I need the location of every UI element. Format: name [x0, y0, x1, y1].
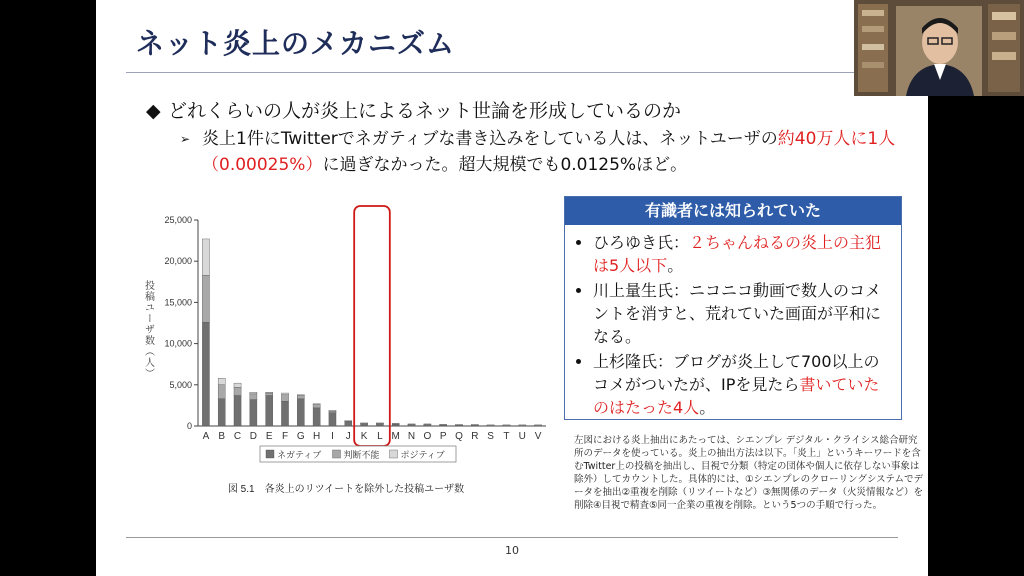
x-tick-label: M	[391, 431, 400, 442]
bar-segment	[361, 423, 368, 424]
bar-segment	[250, 394, 257, 400]
slide	[96, 0, 928, 576]
bar-segment	[440, 424, 447, 425]
x-tick-label: B	[218, 431, 226, 442]
experts-list	[565, 231, 901, 419]
bar-segment	[234, 383, 241, 387]
bullet-sub-text-red: 約40万人に1人（0.00025%）	[202, 129, 896, 175]
bar-segment	[250, 400, 257, 426]
x-tick-label: O	[423, 431, 432, 442]
item-text-after: 。	[699, 398, 716, 417]
x-tick-label: R	[471, 431, 479, 442]
bar-segment	[297, 396, 304, 399]
x-tick-label: S	[487, 431, 494, 442]
bar-segment	[202, 322, 209, 426]
bar-segment	[218, 399, 225, 426]
bar-segment	[329, 410, 336, 411]
bar-segment	[281, 401, 288, 426]
page-number: 10	[505, 544, 519, 557]
legend-swatch	[333, 450, 341, 458]
x-tick-label: A	[202, 431, 210, 442]
x-tick-label: J	[345, 431, 351, 442]
x-tick-label: G	[296, 431, 305, 442]
legend-label: ポジティブ	[400, 451, 445, 461]
bullet-sub-text-b: に過ぎなかった。超大規模でも0.0125%ほど。	[322, 155, 688, 175]
bar-segment	[345, 421, 352, 422]
webcam-video	[854, 0, 1024, 96]
y-axis-label: 投稿ユーザ数（人）	[142, 280, 154, 379]
bar-segment	[392, 423, 399, 424]
y-tick-label: 25,000	[164, 215, 192, 225]
item-text: 川上量生氏：ニコニコ動画で数人のコメントを消すと、荒れていた画面が平和になる。	[593, 281, 882, 346]
y-tick-label: 10,000	[164, 338, 192, 349]
bar-segment	[455, 425, 462, 426]
bullet-sub-text-a: 炎上1件にTwitterでネガティブな書き込みをしている人は、ネットユーザの	[202, 129, 778, 149]
bar-segment	[408, 424, 415, 425]
item-text: 上杉隆氏：ブログが炎上して700以上のコメがついたが、IPを見たら	[593, 352, 880, 394]
arrow-bullet-icon: ➢	[180, 132, 191, 146]
x-tick-label: L	[377, 431, 383, 442]
item-text-red: ２ちゃんねるの炎上の主犯は5人以下	[593, 233, 882, 275]
bar-segment	[313, 408, 320, 426]
y-tick-label: 5,000	[169, 379, 192, 390]
x-tick-label: F	[281, 431, 289, 442]
bar-segment	[266, 392, 273, 393]
bar-segment	[202, 275, 209, 322]
y-tick-label: 0	[186, 421, 192, 431]
bullet-sub	[180, 126, 900, 178]
title-divider	[126, 72, 928, 73]
x-tick-label: N	[407, 431, 416, 442]
bar-segment	[266, 393, 273, 395]
legend-swatch	[266, 450, 274, 458]
bar-segment	[266, 396, 273, 426]
x-tick-label: U	[518, 431, 526, 442]
bar-segment	[218, 385, 225, 399]
list-item	[593, 350, 891, 419]
footer-divider	[126, 537, 898, 538]
diamond-bullet-icon: ◆	[146, 100, 161, 122]
legend-label: ネガティブ	[277, 451, 322, 461]
bar-segment	[313, 404, 320, 405]
bullet-main-text: どれくらいの人が炎上によるネット世論を形成しているのか	[168, 100, 682, 122]
legend-label: 判断不能	[343, 451, 380, 461]
slide-title: ネット炎上のメカニズム	[136, 27, 456, 60]
bar-segment	[218, 378, 225, 385]
bar-segment	[519, 425, 526, 426]
bar-segment	[234, 396, 241, 426]
presenter-video-icon	[854, 0, 1024, 96]
y-tick-label: 15,000	[164, 297, 192, 308]
x-tick-label: I	[331, 431, 334, 442]
chart-caption: 図 5.1 各炎上のリツイートを除外した投稿ユーザ数	[227, 484, 465, 495]
bar-segment	[503, 425, 510, 426]
highlight-box	[354, 206, 390, 446]
bar-chart	[136, 200, 556, 500]
bar-segment	[345, 422, 352, 426]
bar-segment	[250, 392, 257, 394]
bullet-main	[146, 96, 681, 123]
bar-segment	[376, 423, 383, 424]
bar-segment	[424, 424, 431, 425]
bar-segment	[281, 395, 288, 402]
bar-segment	[297, 395, 304, 396]
bar-segment	[329, 413, 336, 426]
x-tick-label: H	[313, 431, 321, 442]
x-tick-label: D	[249, 431, 257, 442]
bar-segment	[202, 239, 209, 275]
x-tick-label: V	[534, 431, 542, 442]
list-item	[593, 279, 891, 348]
x-tick-label: P	[439, 431, 447, 442]
experts-box-title: 有識者には知られていた	[565, 197, 901, 225]
bar-segment	[313, 405, 320, 408]
bar-segment	[234, 387, 241, 395]
x-tick-label: T	[503, 431, 510, 442]
x-tick-label: Q	[455, 431, 463, 442]
bar-segment	[297, 399, 304, 426]
x-tick-label: E	[265, 431, 273, 442]
bar-segment	[471, 425, 478, 426]
experts-box	[564, 196, 902, 420]
y-tick-label: 20,000	[164, 256, 192, 267]
item-text-red: 書いていたのはたった4人	[593, 375, 880, 417]
bar-segment	[329, 411, 336, 413]
x-tick-label: C	[233, 431, 242, 442]
item-text-after: 。	[667, 256, 684, 275]
list-item	[593, 231, 891, 277]
bar-segment	[487, 425, 494, 426]
source-note: 左図における炎上抽出にあたっては、シエンプレ デジタル・クライシス総合研究所のデータを使っている。炎上の抽出方法は以下。「炎上」というキーワードを含むTwitter上の投稿を抽出し、目視で分類（特定の団体や個人に依存しない事象は除外）してカウントした。具体的には、①シエンプレのクローリングシステムでデータを抽出②重複を削除（リツイートなど）③無関係のデータ（火災情報など）を削除④目視で精査⑤同一企業の重複を削除。という5つの手順で行った。	[574, 435, 924, 511]
bar-segment	[535, 425, 542, 426]
bar-segment	[281, 393, 288, 395]
legend-swatch	[390, 450, 398, 458]
x-tick-label: K	[360, 431, 368, 442]
item-text: ひろゆき氏：	[593, 233, 690, 252]
